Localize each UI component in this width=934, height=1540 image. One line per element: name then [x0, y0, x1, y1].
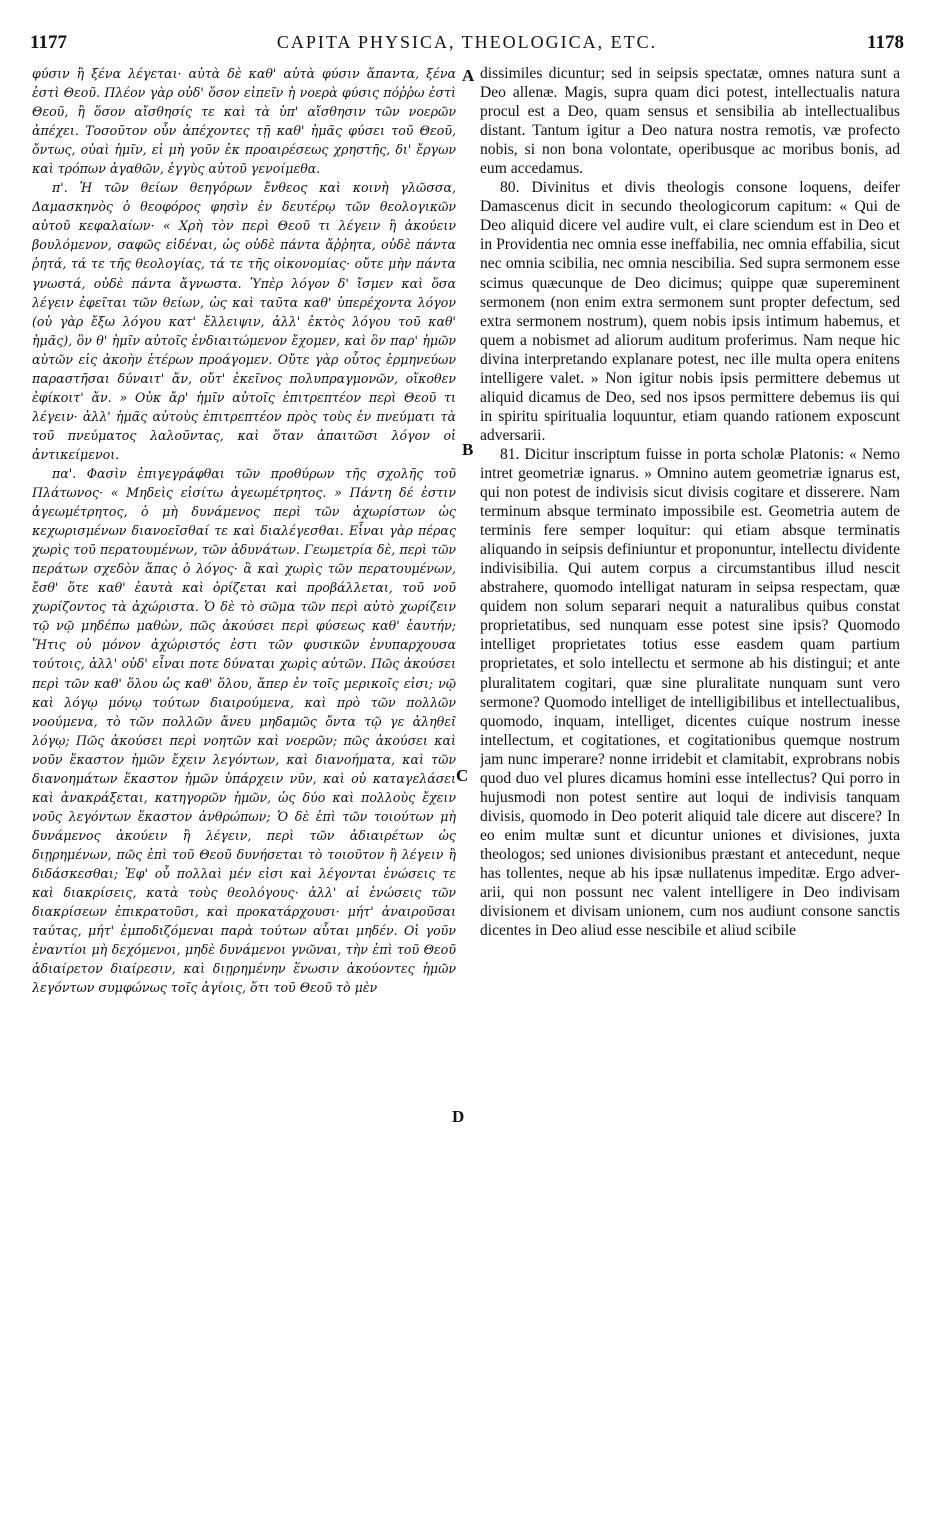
page-header — [30, 32, 904, 58]
margin-marker-a: A — [462, 66, 475, 85]
greek-text-column — [32, 64, 456, 1530]
greek-paragraph: φύσιν ἢ ξένα λέγεται· αὐτὰ δὲ καθ' αὑτὰ φύσιν ἅπαντα, ξένα ἐστὶ Θεοῦ. Πλέον γὰρ οὐδ' ὅσον εἰπεῖν ἡ νοερὰ φύσις πόῤῥω ἐστὶ Θεοῦ, ἢ ὅσον αἴσθησίς τε καὶ τὰ ὑπ' αἴσθησιν τῶν νοερῶν ἀπέχει. Τοσοῦτον οὖν ἀπέχοντες τῇ καθ' ἡμᾶς φύσει τοῦ Θεοῦ, ὄντως, οὐαὶ ἡμῖν, εἰ μὴ γοῦν ἐκ προαιρέσεως χρηστῆς, δι' ἔργων καὶ τρόπων ἀγαθῶν, ἐγγὺς αὐτοῦ γενοίμεθα. — [32, 66, 456, 177]
latin-text-column — [480, 64, 900, 1530]
running-title: CAPITA PHYSICA, THEOLOGICA, ETC. — [276, 32, 658, 52]
page-number-right: 1178 — [867, 32, 904, 53]
margin-marker-c: C — [456, 766, 469, 785]
latin-paragraph: dissimiles dicuntur; sed in seipsis spectatæ, omnes natura sunt a Deo allenæ. Magis, supra quam dici potest, intellectualis natura procul est a Deo, quam sensus et sensibilia ab intellectualibus distant. Tantum igitur a Deo natura nostra remotis, væ profecto nobis, si non bona volontate, operibusque ac moribus bonis, ad eum accedamus. — [480, 65, 900, 178]
greek-paragraph: π'. Ἡ τῶν θείων θεηγόρων ἔνθεος καὶ κοινὴ γλῶσσα, Δαμασκηνὸς ὁ θεοφόρος φησὶν ἐν δευτέρῳ τῶν θεολογικῶν αὐτοῦ κεφαλαίων· « Χρὴ τὸν περὶ Θεοῦ τι λέγειν ἢ ἀκούειν βουλόμενον, σαφῶς εἰδέναι, ὡς οὐδὲ πάντα ἄῤῥητα, οὐδὲ πάντα ῥητά, τά τε τῆς θεολογίας, τά τε τῆς οἰκονομίας· οὔτε μὴν πάντα γνωστά, οὐδὲ πάντα ἄγνωστα. Ὑπὲρ λόγον δ' ἴσμεν καὶ ὅσα λέγειν ἐφεῖται τῶν θείων, ὡς καὶ ταῦτα καθ' ὑπερέχοντα λόγον (οὐ γὰρ ἔξω λόγου κατ' ἔλλειψιν, ἀλλ' ἐκτὸς λόγου τοῦ καθ' ἡμᾶς), ὃν θ' ἡμῖν αὐτοῖς ἐνδιαιτώμενον ἔχομεν, καὶ ὃν παρ' ἡμῶν αὐτῶν εἰς ἀκοὴν ἑτέρων προάγομεν. Οὔτε γὰρ οὗτος ἑρμηνεύων παραστῆσαι δύναιτ' ἄν, οὔτ' ἐκεῖνος πολυπραγμονῶν, οἴκοθεν ἐφίκοιτ' ἄν. » Οὐκ ἄρ' ἡμῖν αὐτοῖς ἐπιτρεπτέον περὶ Θεοῦ τι λέγειν· ἀλλ' ἡμᾶς αὐτοὺς ἐπιτρεπτέον πρὸς τοὺς ἐν πνεύματι τὰ τοῦ πνεύματος λαλοῦντας, καὶ ὅταν ἀπαιτῶσι λόγον οἱ ἀντικείμενοι. — [32, 180, 456, 462]
page-number-left: 1177 — [30, 32, 67, 53]
latin-paragraph: 80. Divinitus et divis theologis consone loquens, deifer Damascenus dicit in secundo theologicorum capitum: « Qui de Deo aliquid dicere vel audire vult, ei clare sciendum est in Deo et in Providentia nec omnia esse ineffabilia, nec omnia effabilia, sicut nec omnia scibilia, nec omnia nescibilia. Sed supra sermonem esse scimus quæcunque de Deo dicimus; quippe quæ supereminent sermonem (non enim extra sermonem sunt propter defectum, sed extra sermonem nostrum), quem nobis ipsis intimum habemus, et quem a nobismet ad aliorum auditum proferimus. Nam neque hic divina interpretando explanare potest, nec ille multa opera enitens intelligere valet. » Non igitur nobis ipsis permittere debemus ut aliquid dicamus de Deo, sed nos ipsos permittere debemus iis qui in spiritu spiritualia loquuntur, etiam quando rationem exposcunt adversarii. — [480, 179, 900, 444]
margin-marker-b: B — [462, 440, 474, 459]
latin-paragraph: 81. Dicitur inscriptum fuisse in porta scholæ Platonis: « Nemo intret geometriæ ignarus. » Omnino autem geometriæ ignarus est, qui non potest de indivisis sicut divisis cogitare et disserere. Nam terminum absque terminato impossibile est. Geometria autem de terminis fere semper loquitur: qui etiam absque terminatis aliquando in seipsis definiuntur et proponuntur, intellectu dividente indivisibilia. Qui autem corpus a circumstantibus illud nescit abstrahere, quomodo intelligat naturam in seipsa respectam, quæ quidem non solum separari nequit a naturalibus quibus constat proprietatibus, sed nunquam esse potest sine ipsis? Quomodo intelliget proprietates totius esse easdem quam partium proprietates, et solo intellectu et sermone ab his distingui; et ante pluralitatem cogitari, quæ sine pluralitate nunquam sunt vero sermone? Quomodo intelliget de intelligibilibus et intellectualibus, quomodo, inquam, intelliget, dicentes cuique nostrum inesse intellectum, et cogitationes, et cogitationibus quemque nostrum jam nunc imperare? nonne irridebit et clamitabit, exprobrans nobis quod duo vel plures dicamus homini esse intellectus? Qui porro in hujusmodi non potest sentire aut loqui de indivisis tanquam divisis, quomodo in Deo poterit aliquid tale dicere aut discere? In eo enim multæ sunt et dicuntur uniones et divisiones, juxta theologos; sed uniones divisionibus præstant et antecedunt, neque has tollentes, neque ab his ipsæ nullatenus impeditæ. Ergo adver-arii, qui non possunt nec valent intelligere in Deo indivisam divisionem et divisam unionem, cum nos audiunt consone sanctis dicentes in Deo aliud esse nescibile et aliud scibile — [480, 445, 900, 940]
greek-paragraph: πα'. Φασὶν ἐπιγεγράφθαι τῶν προθύρων τῆς σχολῆς τοῦ Πλάτωνος· « Μηδεὶς εἰσίτω ἀγεωμέτρητος. » Πάντη δέ ἐστιν ἀγεωμέτρητος, ὁ μὴ δυνάμενος περὶ τῶν ἀχωρίστων ὡς κεχωρισμένων διανοεῖσθαί τε καὶ διαλέγεσθαι. Εἶναι γὰρ πέρας χωρὶς τοῦ περατουμένων, τῶν ἀδυνάτων. Γεωμετρία δὲ, περὶ τῶν περάτων σχεδὸν ἅπας ὁ λόγος· ἃ καὶ χωρὶς τῶν περατουμένων, ἔσθ' ὅτε καθ' ἑαυτὰ καὶ ὁρίζεται καὶ προβάλλεται, τοῦ νοῦ χωρίζοντος τὰ ἀχώριστα. Ὁ δὲ τὸ σῶμα τῶν περὶ αὐτὸ χωρίζειν τῷ νῷ μηδέπω μαθὼν, πῶς ἀκούσει περὶ φύσεως καθ' ἑαυτήν; Ἥτις οὐ μόνον ἀχώριστός ἐστι τῶν φυσικῶν ἐνυπαρχουσα τούτοις, ἀλλ' οὐδ' εἶναι ποτε δύναται χωρὶς αὐτῶν. Πῶς ἀκούσει περὶ τῶν καθ' ὅλου ὡς καθ' ὅλου, ἅπερ ἐν τοῖς μερικοῖς εἰσι; νῷ καὶ λόγῳ μόνῳ τούτων διαιρούμενα, καὶ πρὸ τῶν πολλῶν νοούμενα, τὸ τῶν πολλῶν ἄνευ μηδαμῶς ὄντα τῷ γε ἀληθεῖ λόγῳ; Πῶς ἀκούσει περὶ νοητῶν καὶ νοερῶν; πῶς ἀκούσει καὶ νοῦν ἕκαστον ἡμῶν ἔχειν λεγόντων, καὶ διανοήματα, καὶ τῶν διανοημάτων ἕκαστον ἡμῶν ὑπάρχειν νῦν, καὶ οὐ καταγελάσει καὶ ἀνακράξεται, κατηγορῶν ἡμῶν, ὡς δύο καὶ πολλοὺς ἔχειν νοῦς λεγόντων ἕκαστον ἀνθρώπων; Ὁ δὲ ἐπὶ τῶν τοιούτων μὴ δυνάμενος ἀκούειν ἢ λέγειν, περὶ τῶν ἀδιαιρέτων ὡς διῃρημένων, πῶς ἐπὶ τοῦ Θεοῦ δυνήσεται τὸ τοιοῦτον ἢ λέγειν ἢ διδάσκεσθαι; Ἐφ' οὗ πολλαὶ μέν εἰσι καὶ λέγονται ἑνώσεις τε καὶ διακρίσεις, κατὰ τοὺς θεολόγους· ἀλλ' αἱ ἑνώσεις τῶν διακρίσεων ἐπικρατοῦσι, καὶ προκατάρχουσι· μήτ' ἀναιροῦσαι ταύτας, μήτ' ἐμποδιζόμεναι παρὰ τούτων αὗται μηδέν. Οἱ γοῦν ἐναντίοι μὴ δεχόμενοι, μηδὲ δυνάμενοι γνῶναι, τὴν ἐπὶ τοῦ Θεοῦ ἀδιαίρετον διαίρεσιν, καὶ διῃρημένην ἕνωσιν ἀκούοντες ἡμῶν λεγόντων συμφώνως τοῖς ἁγίοις, ὅτι τοῦ Θεοῦ τὸ μὲν — [32, 465, 456, 996]
margin-marker-d: D — [452, 1107, 465, 1126]
